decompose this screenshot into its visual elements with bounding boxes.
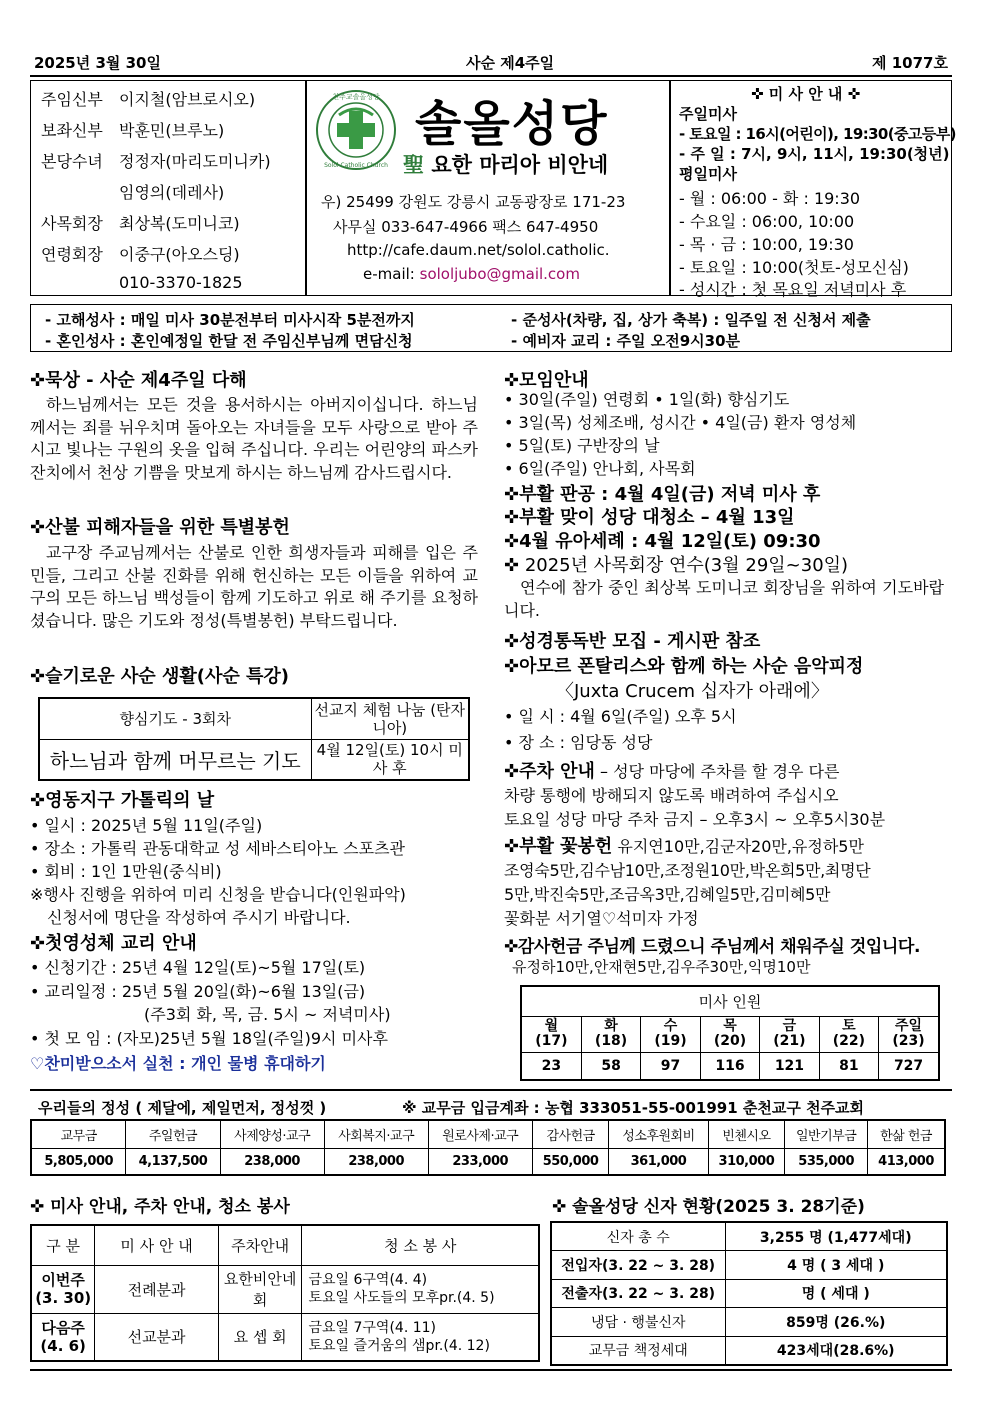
lent-col2-time: 4월 12일(토) 10시 미사 후	[311, 739, 469, 780]
staff-name: 박훈민(브루노)	[119, 121, 225, 140]
retreat-place: • 장 소 : 임당동 성당	[504, 733, 653, 752]
staff-row	[41, 180, 224, 203]
catholic-day-list	[30, 814, 405, 883]
service-row	[31, 1313, 539, 1361]
offering-amount: 361,000	[609, 1148, 708, 1175]
staff-role: 주임신부	[41, 90, 103, 109]
catholic-day-title: ✜영동지구 가톨릭의 날	[30, 790, 215, 811]
members-value: 명 ( 세대 )	[725, 1279, 947, 1308]
fc-schedule: • 교리일정 : 25년 5월 20일(화)~6월 13일(금)	[30, 982, 366, 1001]
mass-thu-fri: - 목 · 금 : 10:00, 19:30	[679, 235, 854, 254]
service-table	[30, 1224, 540, 1362]
service-header: 미 사 안 내	[95, 1225, 218, 1265]
attendance-count: 727	[879, 1052, 939, 1080]
service-parking: 요 셉 회	[218, 1313, 302, 1361]
email-line	[363, 265, 580, 283]
service-cleaning	[302, 1265, 539, 1313]
meeting-line-4: • 6일(주일) 안나회, 사목회	[504, 459, 696, 478]
church-subtitle-prefix: 聖	[403, 153, 424, 177]
saturday-mass: - 토요일 : 16시(어린이), 19:30(중고등부)	[679, 125, 956, 143]
parking-ban: 토요일 성당 마당 주차 금지 – 오후3시 ~ 오후5시30분	[504, 810, 886, 829]
lent-col1-topic: 하느님과 함께 머무르는 기도	[39, 739, 311, 780]
staff-row	[41, 87, 255, 110]
liturgical-week: 사순 제4주일	[466, 54, 555, 72]
fire-relief-title: ✜산불 피해자들을 위한 특별봉헌	[30, 517, 290, 538]
cafe-link[interactable]: http://cafe.daum.net/solol.catholic.	[347, 241, 610, 259]
members-label: 교무금 책정세대	[551, 1336, 725, 1365]
members-row	[551, 1279, 947, 1308]
offering-header: 주일헌금	[126, 1120, 220, 1148]
parking-text-2: 차량 통행에 방해되지 않도록 배려하여 주십시오	[504, 786, 839, 805]
service-mass: 전례분과	[95, 1265, 218, 1313]
infant-baptism: ✜4월 유아세례 : 4월 12일(토) 09:30	[504, 531, 821, 552]
meeting-line-3: • 5일(토) 구반장의 날	[504, 436, 660, 455]
staff-name: 임영의(데레사)	[119, 183, 225, 202]
service-week	[31, 1265, 95, 1313]
offering-header: 성소후원회비	[609, 1120, 708, 1148]
service-week-label: 다음주	[41, 1318, 85, 1337]
cleaning-friday: 금요일 6구역(4. 4)	[308, 1272, 428, 1288]
staff-row	[41, 242, 240, 265]
first-communion-title: ✜첫영성체 교리 안내	[30, 933, 197, 954]
offering-amount: 238,000	[324, 1148, 428, 1175]
bulletin-date: 2025년 3월 30일	[34, 54, 161, 72]
fc-apply: • 신청기간 : 25년 4월 12일(토)~5월 17일(토)	[30, 958, 366, 977]
cleaning-friday: 금요일 7구역(4. 11)	[308, 1319, 436, 1336]
church-patron: 요한 마리아 비안네	[431, 153, 609, 177]
footer-divider	[30, 1369, 952, 1371]
church-subtitle	[403, 149, 608, 179]
service-week-label: 이번주	[41, 1271, 85, 1289]
attendance-day-label: 월	[544, 1018, 559, 1034]
service-header: 구 분	[31, 1225, 95, 1265]
offering-table	[30, 1119, 946, 1176]
service-row	[31, 1265, 539, 1313]
members-row	[551, 1308, 947, 1337]
attendance-day-label: 화	[604, 1018, 618, 1034]
attendance-day-label: 토	[842, 1018, 856, 1034]
staff-row	[41, 211, 240, 234]
attendance-day	[879, 1016, 939, 1052]
sunday-mass-heading: 주일미사	[679, 105, 737, 123]
retreat-date: • 일 시 : 4월 6일(주일) 오후 5시	[504, 707, 737, 726]
sunday-mass-times: - 주 일 : 7시, 9시, 11시, 19:30(청년)	[679, 145, 950, 163]
staff-name: 정정자(마리도미니카)	[119, 152, 271, 171]
music-retreat-subtitle: 〈Juxta Crucem 십자가 아래에〉	[556, 681, 829, 702]
members-value: 3,255 명 (1,477세대)	[725, 1222, 947, 1251]
meeting-line-1: • 30일(주일) 연령회 • 1일(화) 향심기도	[504, 390, 790, 409]
council-training-body: 연수에 참가 중인 최상복 도미니코 회장님을 위하여 기도바랍니다.	[504, 578, 944, 620]
catholic-day-item: • 일시 : 2025년 5월 11일(주일)	[30, 816, 263, 835]
attendance-day-label: 수	[663, 1018, 678, 1034]
lent-lecture-table	[38, 697, 470, 781]
bible-reading: ✜성경통독반 모집 - 게시판 참조	[504, 631, 761, 652]
mass-title-row: ✜ 미 사 안 내 ✜	[751, 85, 861, 103]
mass-title: 미 사 안 내	[768, 85, 843, 103]
cleaning-saturday: 토요일 사도들의 모후pr.(4. 5)	[308, 1290, 495, 1306]
meeting-line-2: • 3일(목) 성체조배, 성시간 • 4일(금) 환자 영성체	[504, 413, 857, 432]
svg-text:천주교솔올성당: 천주교솔올성당	[332, 93, 380, 101]
staff-row	[41, 273, 243, 292]
attendance-day	[700, 1016, 759, 1052]
offering-amount: 535,000	[785, 1148, 868, 1175]
service-title: ✜ 미사 안내, 주차 안내, 청소 봉사	[30, 1197, 290, 1217]
fire-relief-body: 교구장 주교님께서는 산불로 인한 희생자들과 피해를 입은 주민들, 그리고 산불 진화를 위해 헌신하는 모든 이들을 위하여 교구의 모든 하느님 백성들이 함께 기도하고 위로 해 주기를 요청하셨습니다. 많은 기도와 정성(특별봉헌) 부탁드립니다.	[30, 543, 478, 630]
attendance-day	[641, 1016, 700, 1052]
attendance-date: (17)	[535, 1033, 568, 1049]
service-week	[31, 1313, 95, 1361]
church-seal-logo	[315, 89, 397, 171]
email-link[interactable]: sololjubo@gmail.com	[419, 265, 580, 283]
offering-amount: 550,000	[532, 1148, 609, 1175]
meetings-title: ✜모임안내	[504, 370, 589, 391]
meditation-body: 하느님께서는 모든 것을 용서하시는 아버지이십니다. 하느님께서는 죄를 뉘우치며 돌아오는 자녀들을 모두 사랑으로 받아 주시고 빛나는 구원의 옷을 입혀 주십니다. 우리는 어린양의 파스카 잔치에서 천상 기쁨을 맛보게 하시는 하느님께 감사드립시다.	[30, 395, 478, 482]
attendance-count: 23	[521, 1052, 581, 1080]
mass-attendance-table	[520, 985, 940, 1081]
service-header: 청 소 봉 사	[302, 1225, 539, 1265]
sacrament-notices-box	[30, 304, 952, 352]
offering-header: 사회복지·교구	[324, 1120, 428, 1148]
offering-amount: 413,000	[868, 1148, 945, 1175]
music-retreat-title: ✜아모르 폰탈리스와 함께 하는 사순 음악피정	[504, 656, 864, 677]
flower-pot: 꽃화분 서기열♡석미자 가정	[504, 909, 699, 928]
members-label: 냉담 · 행불신자	[551, 1308, 725, 1337]
members-row	[551, 1222, 947, 1251]
mass-mon-tue: - 월 : 06:00 - 화 : 19:30	[679, 189, 861, 208]
offering-account: ※ 교무금 입금계좌 : 농협 333051-55-001991 춘천교구 천주교회	[402, 1099, 865, 1117]
offering-header: 교무금	[31, 1120, 126, 1148]
thanks-donors: 유정하10만,안재현5만,김우주30만,익명10만	[512, 958, 811, 976]
attendance-date: (21)	[773, 1033, 806, 1049]
staff-name: 010-3370-1825	[119, 273, 243, 292]
attendance-day	[760, 1016, 819, 1052]
offering-header: 감사헌금	[532, 1120, 609, 1148]
service-cleaning	[302, 1313, 539, 1361]
confession-notice: - 고해성사 : 매일 미사 30분전부터 미사시작 5분전까지	[45, 311, 415, 329]
attendance-date: (20)	[713, 1033, 747, 1049]
easter-cleaning: ✜부활 맞이 성당 대청소 – 4월 13일	[504, 507, 795, 528]
offering-amount: 233,000	[428, 1148, 532, 1175]
staff-name: 이지철(암브로시오)	[119, 90, 256, 109]
attendance-count: 121	[760, 1052, 819, 1080]
flower-donors-3: 5만,박진숙5만,조금옥3만,김혜일5만,김미혜5만	[504, 885, 831, 904]
attendance-date: (22)	[832, 1033, 866, 1049]
offering-amount: 5,805,000	[31, 1148, 126, 1175]
holy-hour: - 성시간 : 첫 목요일 저녁미사 후	[679, 280, 907, 299]
attendance-date: (23)	[892, 1033, 925, 1049]
members-title: ✜ 솔올성당 신자 현황(2025 3. 28기준)	[552, 1197, 865, 1217]
catholic-day-note: ※행사 진행을 위하여 미리 신청을 받습니다(인원파악)	[30, 885, 406, 904]
members-value: 859명 (26.%)	[725, 1308, 947, 1337]
easter-confession: ✜부활 판공 : 4월 4일(금) 저녁 미사 후	[504, 484, 821, 505]
issue-number: 제 1077호	[872, 54, 948, 72]
cleaning-saturday: 토요일 즐거움의 샘pr.(4. 12)	[308, 1337, 490, 1354]
staff-role: 연령회장	[41, 245, 103, 264]
parking-line	[504, 757, 839, 783]
mass-schedule-box	[670, 80, 956, 299]
members-label: 신자 총 수	[551, 1222, 725, 1251]
mass-wed: - 수요일 : 06:00, 10:00	[679, 212, 855, 231]
catholic-day-item: • 회비 : 1인 1만원(중식비)	[30, 862, 222, 881]
service-week-date: (4. 6)	[40, 1336, 86, 1355]
attendance-count: 97	[641, 1052, 700, 1080]
parking-text: – 성당 마당에 주차를 할 경우 다른	[594, 762, 840, 781]
attendance-date: (18)	[594, 1033, 628, 1049]
members-table	[550, 1221, 948, 1366]
header-divider	[30, 75, 952, 77]
members-row	[551, 1336, 947, 1365]
offering-header: 빈첸시오	[708, 1120, 785, 1148]
offering-amount: 4,137,500	[126, 1148, 220, 1175]
members-value: 423세대(28.6%)	[725, 1336, 947, 1365]
catholic-day-note2: 신청서에 명단을 작성하여 주시기 바랍니다.	[47, 908, 351, 927]
attendance-day	[581, 1016, 640, 1052]
offering-divider	[30, 1089, 952, 1091]
members-label: 전입자(3. 22 ~ 3. 28)	[551, 1251, 725, 1280]
members-value: 4 명 ( 3 세대 )	[725, 1251, 947, 1280]
email-label: e-mail:	[363, 265, 415, 283]
church-address: 우) 25499 강원도 강릉시 교동광장로 171-23	[321, 193, 626, 211]
church-phone: 사무실 033-647-4966 팩스 647-4950	[333, 218, 599, 236]
church-title-box	[306, 80, 670, 296]
service-header: 주차안내	[218, 1225, 302, 1265]
blessing-notice: - 준성사(차량, 집, 상가 축복) : 일주일 전 신청서 제출	[511, 311, 871, 329]
service-week-date: (3. 30)	[35, 1289, 92, 1307]
staff-row	[41, 118, 224, 141]
attendance-day-label: 금	[782, 1018, 797, 1034]
attendance-title: 미사 인원	[521, 986, 939, 1016]
mass-sat: - 토요일 : 10:00(첫토-성모신심)	[679, 258, 909, 277]
offering-header: 일반기부금	[785, 1120, 868, 1148]
staff-box	[30, 80, 306, 296]
attendance-day-label: 목	[723, 1018, 737, 1034]
attendance-day-label: 주일	[895, 1018, 923, 1034]
members-row	[551, 1251, 947, 1280]
offering-amount: 310,000	[708, 1148, 785, 1175]
offering-header: 원로사제·교구	[428, 1120, 532, 1148]
offering-header: 한삶 헌금	[868, 1120, 945, 1148]
attendance-count: 116	[700, 1052, 759, 1080]
laudato-si-practice: ♡찬미받으소서 실천 : 개인 물병 휴대하기	[30, 1054, 326, 1073]
staff-row	[41, 149, 271, 172]
offering-header: 사제양성·교구	[220, 1120, 324, 1148]
fc-meeting: • 첫 모 임 : (자모)25년 5월 18일(주일)9시 미사후	[30, 1029, 388, 1048]
members-label: 전출자(3. 22 ~ 3. 28)	[551, 1279, 725, 1308]
council-training: ✜ 2025년 사목회장 연수(3월 29일~30일)	[504, 555, 849, 576]
staff-role: 사목회장	[41, 214, 103, 233]
svg-text:Solol Catholic Church: Solol Catholic Church	[324, 162, 388, 169]
weekday-mass-heading: 평일미사	[679, 165, 737, 183]
lent-col1-header: 향심기도 - 3회차	[39, 698, 311, 739]
staff-role: 보좌신부	[41, 121, 103, 140]
attendance-count: 81	[819, 1052, 878, 1080]
attendance-date: (19)	[654, 1033, 687, 1049]
church-title: 솔올성당	[415, 96, 609, 152]
fc-schedule-detail: (주3회 화, 목, 금. 5시 ~ 저녁미사)	[144, 1005, 391, 1024]
meditation-title: ✜묵상 - 사순 제4주일 다해	[30, 370, 247, 391]
flower-offering-title: ✜부활 꽃봉헌	[504, 836, 613, 857]
flower-offering-line	[504, 832, 864, 858]
staff-name: 이중구(아오스딩)	[119, 245, 240, 264]
flower-donors-2: 조영숙5만,김수남10만,조정원10만,박온희5만,최명단	[504, 861, 871, 880]
catechumen-notice: - 예비자 교리 : 주일 오전9시30분	[511, 332, 741, 350]
staff-name: 최상복(도미니코)	[119, 214, 240, 233]
service-parking: 요한비안네회	[218, 1265, 302, 1313]
offering-amount: 238,000	[220, 1148, 324, 1175]
staff-role: 본당수녀	[41, 152, 103, 171]
lent-col2-header: 선교지 체험 나눔 (탄자니아)	[311, 698, 469, 739]
offering-title: 우리들의 정성 ( 제달에, 제일먼저, 정성껏 )	[38, 1099, 327, 1117]
thanks-offering-title: ✜감사헌금 주님께 드렸으니 주님께서 채워주실 것입니다.	[504, 937, 921, 957]
lent-lecture-title: ✜슬기로운 사순 생활(사순 특강)	[30, 666, 290, 687]
marriage-notice: - 혼인성사 : 혼인예정일 한달 전 주임신부님께 면담신청	[45, 332, 413, 350]
attendance-day	[819, 1016, 878, 1052]
attendance-day	[521, 1016, 581, 1052]
attendance-count: 58	[581, 1052, 640, 1080]
service-mass: 선교분과	[95, 1313, 218, 1361]
flower-donors-1: 유지연10만,김군자20만,유정하5만	[612, 837, 864, 856]
parking-title: ✜주차 안내	[504, 761, 595, 782]
catholic-day-item: • 장소 : 가톨릭 관동대학교 성 세바스티아노 스포츠관	[30, 839, 406, 858]
